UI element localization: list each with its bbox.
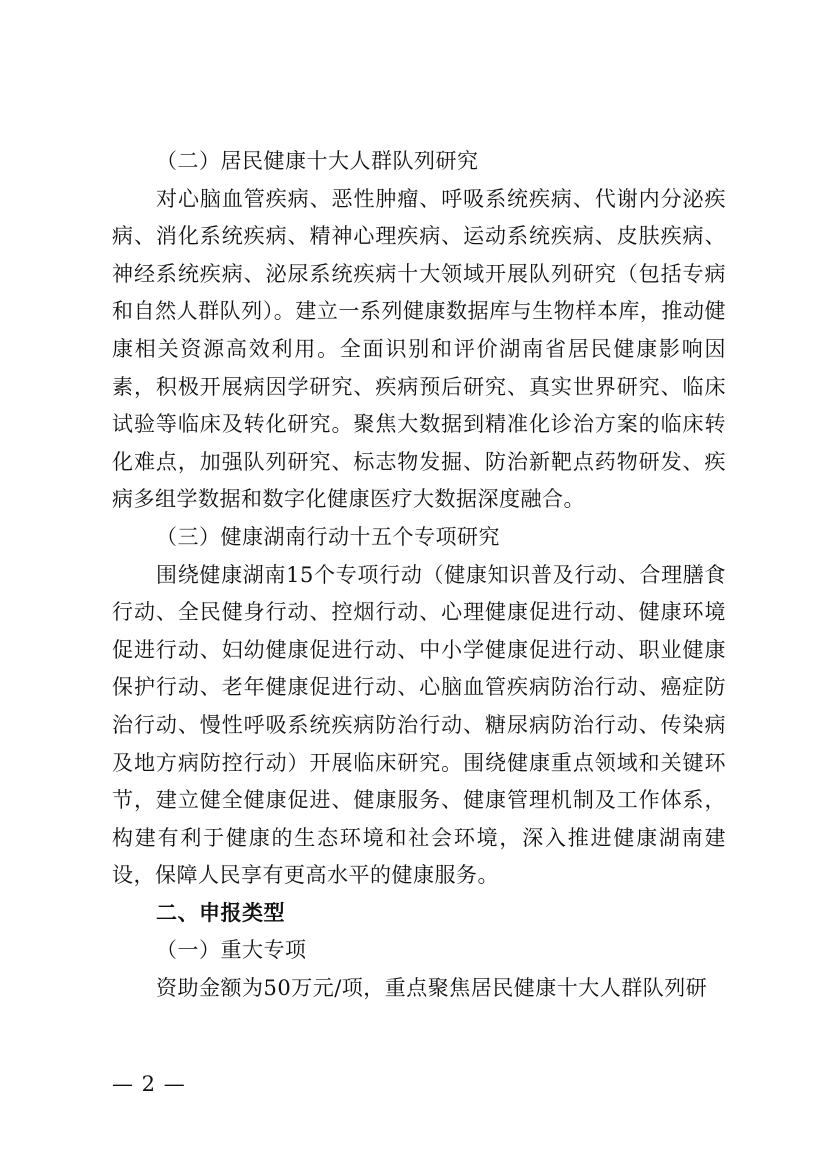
- paragraph-healthy-hunan-action: 围绕健康湖南15个专项行动（健康知识普及行动、合理膳食行动、全民健身行动、控烟行动、心理健康促进行动、健康环境促进行动、妇幼健康促进行动、中小学健康促进行动、职业健康保护行动、老年健康促进行动、心脑血管疾病防治行动、癌症防治行动、慢性呼吸系统疾病防治行动、糖尿病防治行动、传染病及地方病防控行动）开展临床研究。围绕健康重点领域和关键环节，建立健全健康促进、健康服务、健康管理机制及工作体系，构建有利于健康的生态环境和社会环境，深入推进健康湖南建设，保障人民享有更高水平的健康服务。: [112, 562, 726, 888]
- paragraph-cohort-research: 对心脑血管疾病、恶性肿瘤、呼吸系统疾病、代谢内分泌疾病、消化系统疾病、精神心理疾病、运动系统疾病、皮肤疾病、神经系统疾病、泌尿系统疾病十大领域开展队列研究（包括专病和自然人群队列）。建立一系列健康数据库与生物样本库，推动健康相关资源高效利用。全面识别和评价湖南省居民健康影响因素，积极开展病因学研究、疾病预后研究、真实世界研究、临床试验等临床及转化研究。聚焦大数据到精准化诊治方案的临床转化难点，加强队列研究、标志物发掘、防治新靶点药物研发、疾病多组学数据和数字化健康医疗大数据深度融合。: [112, 186, 726, 512]
- section-heading-application-types: 二、申报类型: [156, 900, 285, 925]
- subsection-heading-cohort-research: （二）居民健康十大人群队列研究: [156, 149, 479, 173]
- subsection-heading-healthy-hunan-action: （三）健康湖南行动十五个专项研究: [156, 524, 500, 549]
- subsection-heading-major-project: （一）重大专项: [156, 938, 307, 963]
- document-body: [112, 143, 726, 1008]
- page-number: — 2 —: [112, 1072, 186, 1096]
- paragraph-major-project: 资助金额为50万元/项，重点聚焦居民健康十大人群队列研: [156, 976, 708, 1001]
